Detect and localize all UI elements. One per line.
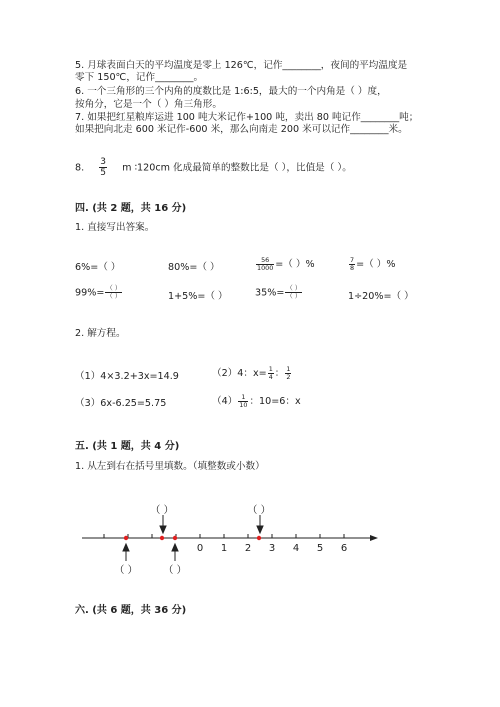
calc-56-rest: =（ ）%	[275, 259, 315, 270]
q8-fraction-den: 5	[100, 168, 107, 178]
calc-6-percent: 6%=（ ）	[75, 262, 121, 273]
fraction-num: 1	[286, 364, 291, 373]
q6-line1: 6. 一个三角形的三个内角的度数比是 1:6:5，最大的一个内角是（ ）度，	[75, 86, 387, 97]
blank-fraction	[285, 285, 302, 300]
calc-80-percent: 80%=（ ）	[168, 262, 220, 273]
equation-2-colon: ：	[274, 368, 285, 379]
equation-2-prefix: （2）4：x=	[212, 368, 267, 379]
red-marker	[160, 536, 164, 540]
equation-2	[212, 365, 292, 381]
number-line-arrowhead	[370, 535, 378, 541]
q7-line1: 7. 如果把红星粮库运进 100 吨大米记作+100 吨，卖出 80 吨记作________吨；	[75, 112, 419, 123]
fraction-den: 4	[268, 372, 273, 381]
number-line	[0, 495, 500, 585]
section5-q1-title: 1. 从左到右在括号里填数。（填整数或小数）	[75, 461, 265, 472]
equation-3: （3）6x-6.25=5.75	[75, 398, 167, 409]
q7-line2: 如果把向北走 600 米记作-600 米，那么向南走 200 米可以记作________米。	[75, 124, 408, 135]
calc-35-percent	[255, 285, 303, 300]
calc-99-percent	[75, 285, 123, 300]
equation-4	[212, 393, 301, 409]
tick-label: 2	[244, 543, 252, 554]
fraction-num: 1	[268, 364, 273, 373]
fraction-1-10	[238, 394, 248, 409]
calc-99-prefix: 99%=	[75, 287, 105, 299]
calc-7-over-8	[348, 256, 395, 272]
fraction-num: 7	[350, 255, 355, 264]
fraction-1-2	[285, 366, 291, 381]
fraction-num: （ ）	[286, 284, 302, 292]
tick-label: 0	[196, 543, 204, 554]
blank-bottom-right: （ ）	[163, 565, 187, 576]
up-arrow-head	[172, 544, 178, 551]
fraction-num: 56	[256, 257, 274, 265]
tick-label: 3	[268, 543, 276, 554]
tick-label: 6	[340, 543, 348, 554]
red-marker	[124, 536, 128, 540]
q8-fraction	[99, 157, 107, 178]
tick-label: 1	[220, 543, 228, 554]
section6-heading: 六. (共 6 题，共 36 分)	[75, 605, 187, 616]
fraction-7-8	[349, 257, 355, 272]
q8-fraction-num: 3	[100, 157, 107, 167]
section4-heading: 四. (共 2 题，共 16 分)	[75, 203, 187, 214]
q8-number: 8.	[75, 162, 85, 174]
q5-line1: 5. 月球表面白天的平均温度是零上 126℃，记作________，夜间的平均温度是	[75, 60, 408, 71]
q8-text: m ∶120cm 化成最简单的整数比是（ ），比值是（ ）。	[122, 162, 352, 174]
fraction-den: （ ）	[106, 292, 122, 300]
fraction-den: （ ）	[286, 292, 302, 300]
fraction-den: 1000	[257, 263, 274, 272]
calc-1-plus-5-percent: 1+5%=（ ）	[168, 291, 228, 302]
calc-1-div-20-percent: 1÷20%=（ ）	[348, 291, 414, 302]
blank-top-left: （ ）	[150, 505, 174, 516]
fraction-56-1000	[256, 257, 274, 272]
calc-56-over-1000	[255, 256, 315, 272]
q5-line2: 零下 150℃，记作________。	[75, 72, 204, 83]
red-marker	[173, 536, 177, 540]
calc-7-8-rest: =（ ）%	[356, 259, 396, 270]
equation-4-prefix: （4）	[212, 396, 238, 407]
tick-label: 5	[316, 543, 324, 554]
fraction-1-4	[268, 366, 274, 381]
section5-heading: 五. (共 1 题，共 4 分)	[75, 441, 180, 452]
section4-q2-title: 2. 解方程。	[75, 328, 126, 339]
down-arrow-head	[160, 526, 166, 533]
fraction-den: 10	[239, 400, 248, 409]
number-line-ticks	[104, 534, 344, 538]
fraction-num: 1	[238, 394, 248, 402]
blank-top-right: （ ）	[247, 505, 271, 516]
q6-line2: 按角分，它是一个（ ）角三角形。	[75, 99, 222, 110]
blank-fraction	[105, 285, 122, 300]
tick-label: 4	[292, 543, 300, 554]
red-marker	[257, 536, 261, 540]
equation-4-suffix: ：10=6：x	[249, 396, 301, 407]
fraction-den: 8	[350, 263, 355, 272]
up-arrow-head	[123, 544, 129, 551]
q8-line	[75, 157, 352, 178]
calc-35-prefix: 35%=	[255, 287, 285, 299]
fraction-den: 2	[286, 372, 291, 381]
fraction-num: （ ）	[106, 284, 122, 292]
blank-bottom-left: （ ）	[114, 565, 138, 576]
section4-q1-title: 1. 直接写出答案。	[75, 222, 155, 233]
down-arrow-head	[257, 526, 263, 533]
equation-1: （1）4×3.2+3x=14.9	[75, 371, 179, 382]
